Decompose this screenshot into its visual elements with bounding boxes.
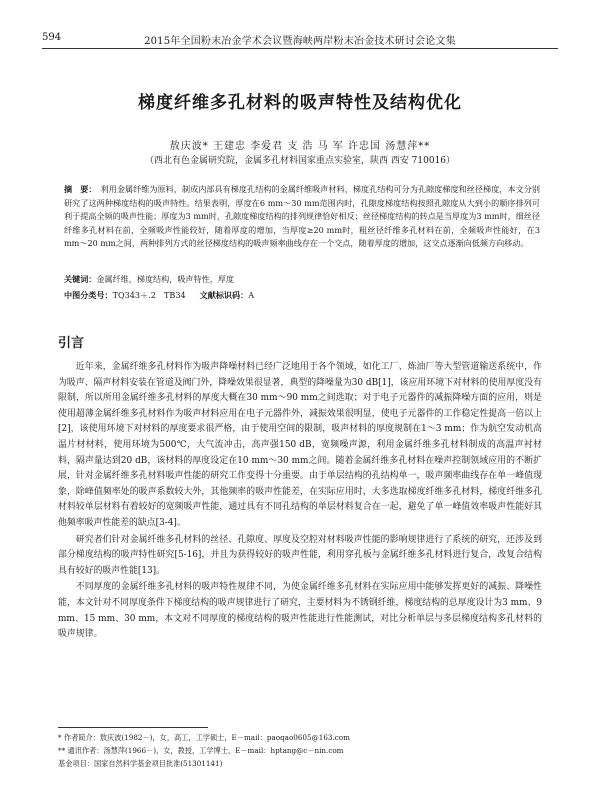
- running-header: [42, 30, 558, 49]
- classification-line: [64, 289, 540, 301]
- section-heading: 引言: [58, 336, 85, 351]
- footnotes: [58, 727, 542, 770]
- paragraph: 研究者们针对金属纤维多孔材料的丝径、孔隙度、厚度及空腔对材料吸声性能的影响规律进行了系统的研究，还涉及到部分梯度结构的吸声特性研究[5-16]，并且为获得较好的吸声性能，利用穿孔板与金属纤维多孔材料进行复合，改复合结构具有较好的吸声性能[13]。: [58, 534, 542, 576]
- conference-name: 2015年全国粉末冶金学术会议暨海峡两岸粉末冶金技术研讨会论文集: [144, 36, 456, 47]
- paragraph: 近年来，金属纤维多孔材料作为吸声降噪材料已经广泛地用于各个领域，如化工厂、炼油厂等大型管道输送系统中，作为吸声、隔声材料安装在管道及阀门外，降噪效果很显著，典型的降噪量为30 dB[1]，该应用环境下对材料的使用厚度没有限制，所以所用金属纤维多孔材料的厚度大概在30 mm～90 mm之间选取；对于电子元器件的减振降噪方面的应用，则是使用超薄金属纤维多孔材料作为吸声材料应用在电子元器件外，减振效果很明显，使电子元器件的工作稳定性提高一倍以上[2]，该使用环境下对材料的厚度要求很严格，由于使用空间的限制，吸声材料的厚度规制在1～3 mm；作为航空发动机高温片材材料，使用环境为500℃，大气流冲击，高声强150 dB，宽频噪声源，利用金属纤维多孔材料制成的高温声衬材料，隔声量达到20 dB，该材料的厚度设定在10 mm～30 mm之间。随着金属纤维多孔材料在噪声控制领域应用的不断扩展，针对金属纤维多孔材料吸声性能的研究工作变得十分重要。由于单层结构的孔结构单一，吸声频率曲线存在单一峰值现象，除峰值频率处的吸声系数较大外，其他频率的吸声性能差，在实际应用时，大多选取梯度纤维多孔材料，梯度纤维多孔材料较单层材料有着较好的宽频吸声性能，通过具有不同孔结构的单层材料复合在一起，避免了单一峰值效率吸声性能好其他频率吸声性能差的缺点[3-4]。: [58, 362, 542, 528]
- paper-title: 梯度纤维多孔材料的吸声特性及结构优化: [138, 93, 462, 113]
- keywords: [64, 273, 540, 285]
- author-list: 敖庆波* 王建忠 李爱君 支 浩 马 军 许忠国 汤慧萍**: [169, 141, 431, 152]
- abstract-text: 利用金属纤维为原料，制成内部具有梯度孔结构的金属纤维吸声材料，梯度孔结构可分为孔隙度梯度和丝径梯度，本文分别研究了这两种梯度结构的吸声特性。结果表明，厚度在6 mm～30 mm范围内时，孔隙度梯度结构按照孔隙度从大到小的顺序排列可利于提高全频的吸声性能；厚度为3 mm时，孔隙度梯度结构的排列规律恰好相反；丝径梯度结构的转点是当厚度为3 mm时，细丝径纤维多孔材料在前，全频吸声性能较好，随着厚度的增加，当厚度≥20 mm时，粗丝径纤维多孔材料在前，全频吸声性能好，在3 mm～20 mm之间，两种排列方式的丝径梯度结构的吸声频率曲线存在一个交点，随着厚度的增加，这交点逐渐向低频方向移动。: [64, 184, 540, 249]
- footnote-rule: [58, 727, 208, 728]
- keywords-text: 金属纤维，梯度结构，吸声特性，厚度: [96, 274, 234, 284]
- doc-code-label: 文献标识码：: [199, 290, 249, 300]
- footnote-author: * 作者简介：敖庆波(1982－)，女，高工，工学硕士，E－mail：paoqao0605@163.com: [58, 733, 350, 742]
- doc-code-value: A: [248, 290, 255, 300]
- abstract-label: 摘 要：: [64, 184, 97, 194]
- clc-value: TQ343＋.2 TB34: [112, 290, 186, 300]
- abstract: [64, 183, 540, 251]
- footnote-funding: 基金项目：国家自然科学基金项目批准(51301141): [58, 759, 223, 768]
- body-text: [58, 360, 542, 644]
- paragraph: 不同厚度的金属纤维多孔材料的吸声特性规律不同，为使金属纤维多孔材料在实际应用中能够发挥更好的减振、降噪性能，本文针对不同厚度条件下梯度结构的吸声规律进行了研究，主要材料为不锈钢纤维，梯度结构的总厚度设计为3 mm、9 mm、15 mm、30 mm，本文对不同厚度的梯度结构的吸声性能进行性能测试，对比分析单层与多层梯度结构多孔材料的吸声规律。: [58, 582, 542, 640]
- footnote-corresponding: ** 通讯作者：汤慧萍(1966－)，女，教授，工学博士，E－mail：hptang@c－nin.com: [58, 746, 344, 755]
- clc-label: 中图分类号：: [64, 290, 113, 300]
- page-number: 594: [42, 32, 62, 43]
- keywords-label: 关键词：: [64, 274, 97, 284]
- affiliation: （西北有色金属研究院，金属多孔材料国家重点实验室，陕西 西安 710016）: [144, 156, 456, 166]
